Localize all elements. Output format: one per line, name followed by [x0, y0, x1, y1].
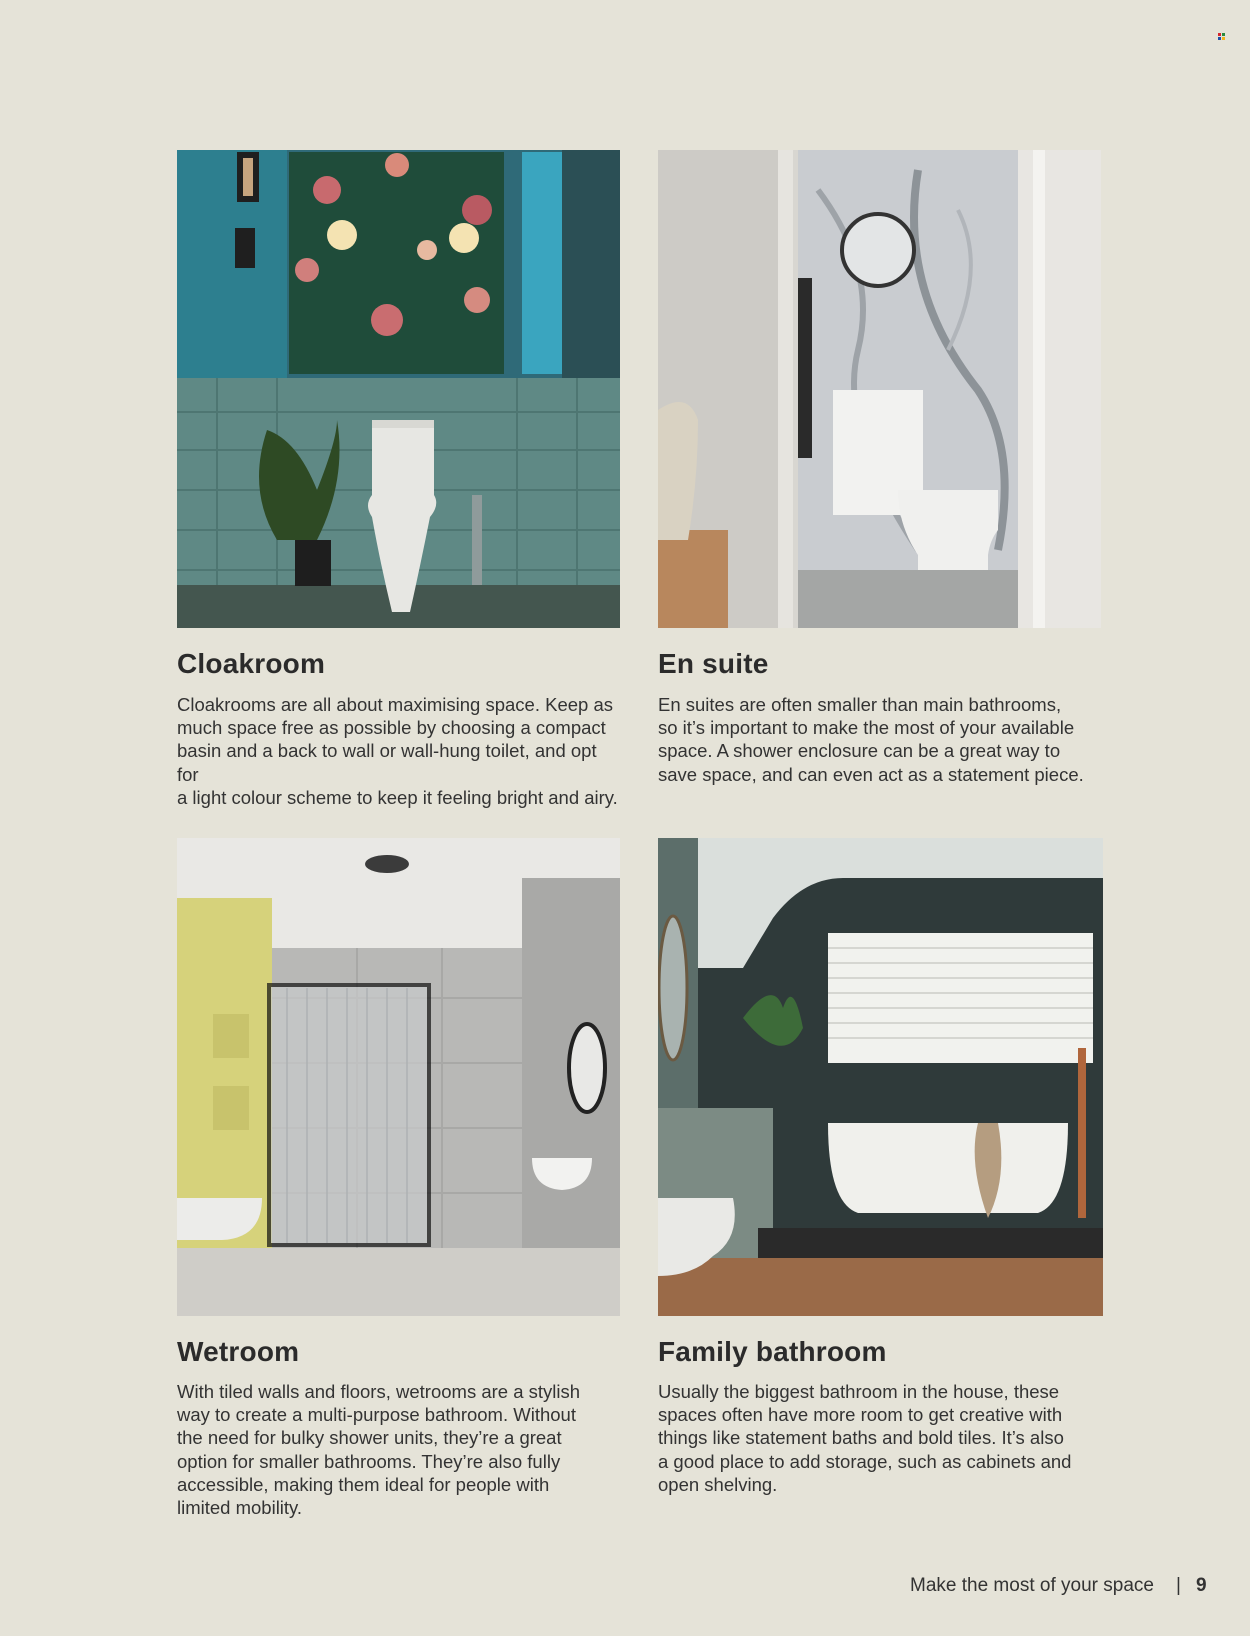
page-number: 9 [1196, 1575, 1207, 1596]
family-bathroom-description [658, 1380, 1103, 1496]
wetroom-description [177, 1380, 622, 1519]
text-line: accessible, making them ideal for people with [177, 1473, 550, 1495]
footer-title: Make the most of your space [910, 1575, 1154, 1596]
text-line: the need for bulky shower units, they’re a great [177, 1427, 562, 1449]
text-line: basin and a back to wall or wall-hung toilet, and opt for [177, 740, 597, 785]
wetroom-photo [177, 838, 620, 1316]
family-bathroom-photo [658, 838, 1103, 1316]
text-line: En suites are often smaller than main bathrooms, [658, 694, 1062, 715]
page-footer [880, 1575, 1210, 1601]
text-line: spaces often have more room to get creative with [658, 1404, 1063, 1426]
text-line: Cloakrooms are all about maximising space. Keep as [177, 694, 613, 715]
brand-mark [1218, 33, 1225, 40]
text-line: Usually the biggest bathroom in the house, these [658, 1381, 1060, 1402]
text-line: things like statement baths and bold tiles. It’s also [658, 1427, 1064, 1449]
text-line: space. A shower enclosure can be a great way to [658, 740, 1061, 762]
cloakroom-description [177, 693, 622, 809]
text-line: so it’s important to make the most of your available [658, 717, 1075, 739]
family-bathroom-heading: Family bathroom [658, 1336, 887, 1367]
wetroom-heading: Wetroom [177, 1336, 300, 1367]
text-line: With tiled walls and floors, wetrooms are a stylish [177, 1381, 581, 1402]
footer-separator: | [1176, 1575, 1181, 1596]
text-line: open shelving. [658, 1473, 778, 1495]
cloakroom-heading: Cloakroom [177, 648, 326, 679]
en-suite-heading: En suite [658, 648, 769, 679]
text-line: way to create a multi-purpose bathroom. Without [177, 1404, 576, 1426]
en-suite-photo [658, 150, 1101, 628]
text-line: a light colour scheme to keep it feeling bright and airy. [177, 786, 618, 808]
text-line: save space, and can even act as a statement piece. [658, 763, 1084, 785]
text-line: limited mobility. [177, 1497, 303, 1519]
cloakroom-photo [177, 150, 620, 628]
text-line: option for smaller bathrooms. They’re also fully [177, 1450, 561, 1472]
text-line: a good place to add storage, such as cabinets and [658, 1450, 1072, 1472]
text-line: much space free as possible by choosing a compact [177, 717, 606, 739]
en-suite-description [658, 693, 1103, 786]
